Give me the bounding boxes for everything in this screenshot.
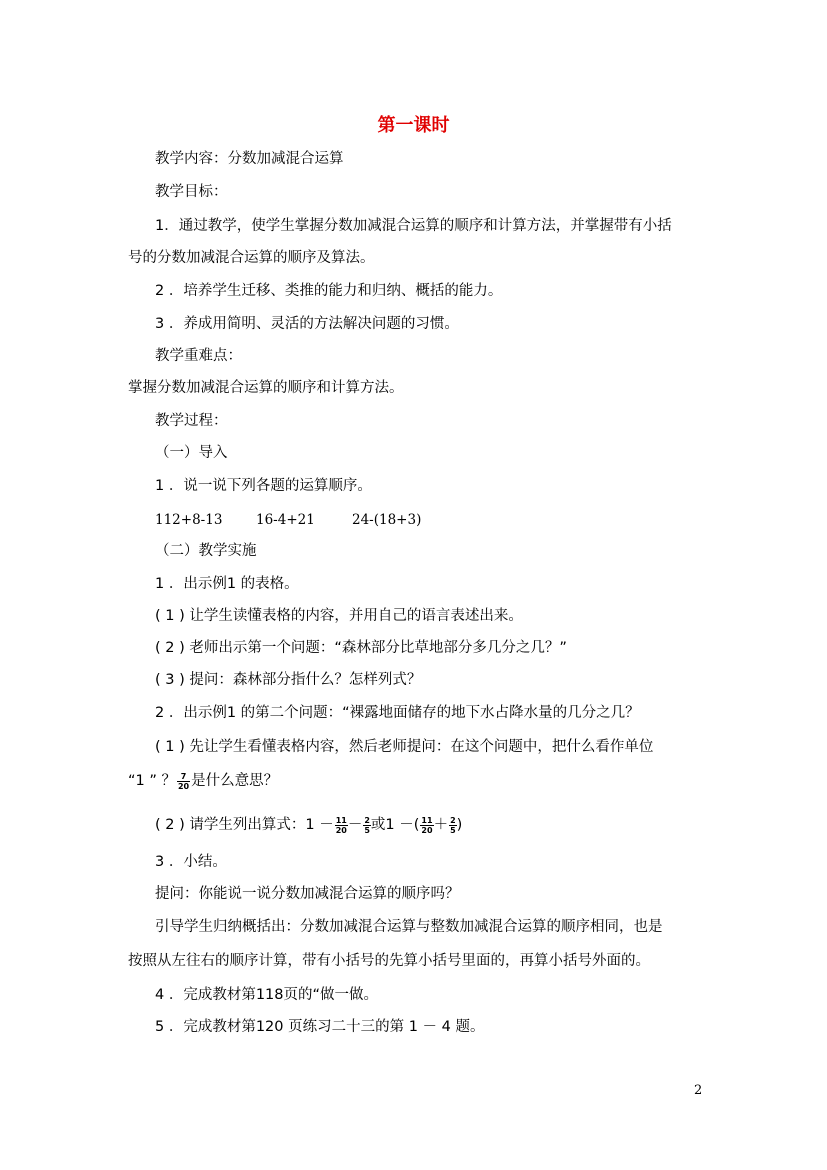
impl-item-1-sub-1: ( 1 ) 让学生读懂表格的内容，并用自己的语言表述出来。: [155, 608, 523, 624]
formula-alternative: 或1 －(: [370, 817, 420, 833]
teaching-goals-heading: 教学目标：: [155, 184, 228, 200]
expression-1: 112+8-13: [155, 512, 223, 528]
impl-item-1: 1 ．出示例1 的表格。: [155, 576, 299, 592]
fraction-11-20: [335, 816, 348, 835]
fraction-numerator: 2: [364, 815, 370, 825]
impl-item-2-sub-1: ( 1 ) 先让学生看懂表格内容，然后老师提问：在这个问题中，把什么看作单位: [155, 739, 654, 755]
unit-question-prefix: “1 ” ？: [128, 773, 176, 789]
impl-item-1-sub-2: ( 2 ) 老师出示第一个问题：“森林部分比草地部分多几分之几？”: [155, 640, 567, 656]
teaching-process-heading: 教学过程：: [155, 413, 228, 429]
goal-1-line-2: 号的分数加减混合运算的顺序及算法。: [128, 250, 375, 266]
impl-item-3: 3 ．小结。: [155, 854, 227, 870]
impl-item-4: 4 ．完成教材第118页的“做一做。: [155, 987, 379, 1003]
fraction-numerator: 7: [177, 772, 190, 782]
key-points-line: 掌握分数加减混合运算的顺序和计算方法。: [128, 380, 404, 396]
fraction-denominator: 5: [450, 825, 456, 835]
fraction-2-5-b: [449, 816, 457, 835]
fraction-denominator: 5: [364, 825, 370, 835]
fraction-numerator: 11: [421, 815, 433, 825]
goal-2-line: 2 ．培养学生迁移、类推的能力和归纳、概括的能力。: [155, 283, 503, 299]
impl-item-2: 2 ．出示例1 的第二个问题：“裸露地面储存的地下水占降水量的几分之几？: [155, 705, 640, 721]
summary-line-2: 按照从左往右的顺序计算，带有小括号的先算小括号里面的，再算小括号外面的。: [128, 953, 650, 969]
page-title: 第一课时: [377, 115, 450, 136]
fraction-numerator: 11: [335, 815, 347, 825]
page-number: 2: [694, 1083, 703, 1098]
teaching-content-line: 教学内容：分数加减混合运算: [155, 151, 344, 167]
impl-item-1-sub-3: ( 3 ) 提问：森林部分指什么？怎样列式？: [155, 672, 422, 688]
fraction-7-20: [177, 772, 190, 791]
goal-3-line: 3 ．养成用简明、灵活的方法解决问题的习惯。: [155, 316, 459, 332]
formula-prefix: ( 2 ) 请学生列出算式：1 －: [155, 817, 334, 833]
plus-sign: ＋: [433, 817, 449, 833]
fraction-2-5: [363, 816, 371, 835]
expression-3: 24-(18+3): [352, 512, 422, 528]
key-points-heading: 教学重难点：: [155, 348, 242, 364]
impl-item-5: 5 ．完成教材第120 页练习二十三的第 1 － 4 题。: [155, 1019, 485, 1035]
fraction-11-20-b: [420, 816, 433, 835]
minus-sign: －: [347, 817, 363, 833]
intro-item-1: 1 ．说一说下列各题的运算顺序。: [155, 478, 372, 494]
fraction-denominator: 20: [177, 781, 190, 791]
unit-question-line: [128, 771, 278, 791]
closing-paren: ): [456, 817, 463, 833]
summary-question: 提问：你能说一说分数加减混合运算的顺序吗？: [155, 886, 460, 902]
fraction-denominator: 20: [421, 825, 433, 835]
summary-line-1: 引导学生归纳概括出：分数加减混合运算与整数加减混合运算的顺序相同，也是: [155, 919, 663, 935]
expression-2: 16-4+21: [256, 512, 315, 528]
goal-1-line-1: 1．通过教学，使学生掌握分数加减混合运算的顺序和计算方法，并掌握带有小括: [155, 218, 672, 234]
formula-line: [155, 815, 462, 835]
fraction-numerator: 2: [450, 815, 456, 825]
section-implementation-heading: （二）教学实施: [155, 543, 257, 559]
fraction-denominator: 20: [335, 825, 347, 835]
unit-question-suffix: 是什么意思？: [191, 773, 279, 789]
section-intro-heading: （一）导入: [155, 445, 228, 461]
